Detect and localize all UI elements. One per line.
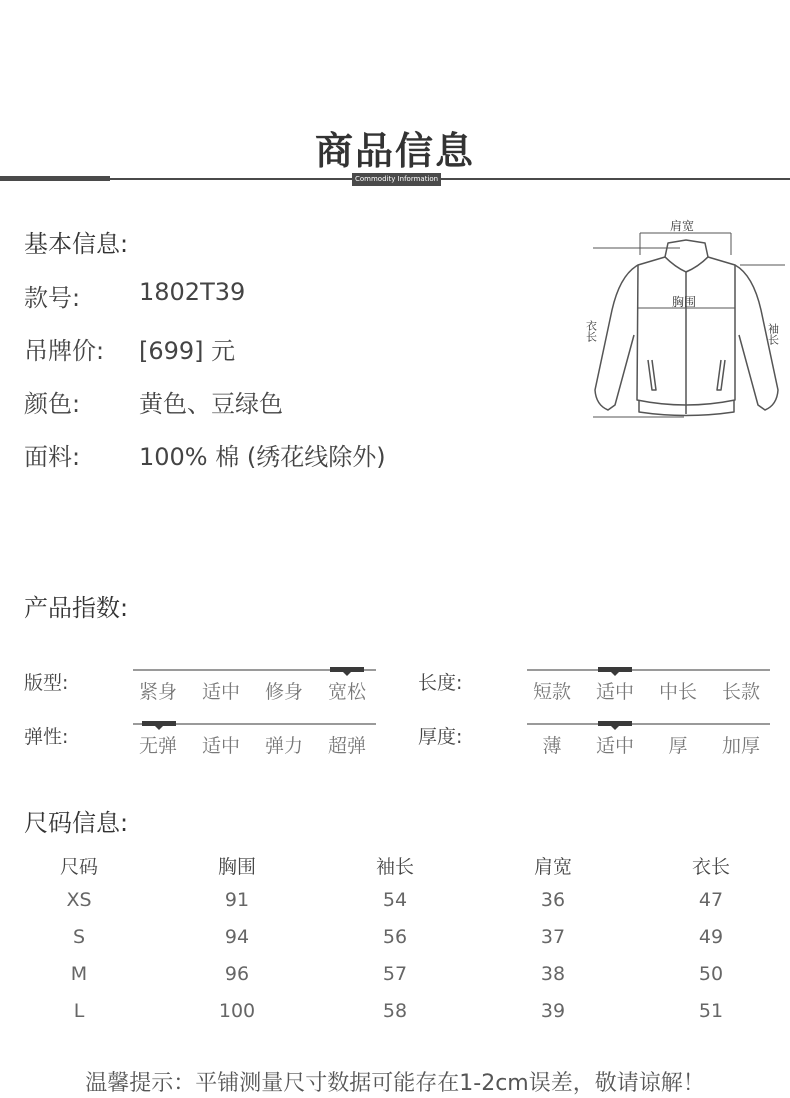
length-marker [598, 667, 632, 672]
table-cell: 38 [540, 963, 566, 985]
fit-option-slim: 修身 [264, 681, 303, 703]
thickness-marker [598, 721, 632, 726]
table-cell: M [70, 963, 88, 985]
product-index-heading: 产品指数: [24, 594, 129, 622]
elasticity-marker [142, 721, 176, 726]
fit-marker [330, 667, 364, 672]
sleeve-length-label: 袖长 [766, 323, 780, 345]
thickness-option-regular: 适中 [595, 735, 634, 757]
style-number-value: 1802T39 [139, 278, 246, 306]
fabric-label: 面料: [24, 443, 81, 471]
chest-label: 胸围 [672, 295, 697, 309]
table-cell: 37 [540, 926, 566, 948]
thickness-scale-line [527, 723, 770, 725]
table-cell: S [72, 926, 86, 948]
table-cell: L [73, 1000, 85, 1022]
table-cell: 57 [382, 963, 408, 985]
basic-info-heading: 基本信息: [24, 230, 129, 258]
color-label: 颜色: [24, 390, 81, 418]
elasticity-label: 弹性: [24, 726, 69, 748]
thickness-label: 厚度: [418, 726, 463, 748]
table-cell: 100 [218, 1000, 256, 1022]
fit-option-loose: 宽松 [327, 681, 366, 703]
style-number-label: 款号: [24, 284, 81, 312]
size-table-header-shoulder: 肩宽 [533, 856, 572, 878]
tag-price-label: 吊牌价: [24, 337, 105, 365]
elasticity-option-super: 超弹 [327, 735, 366, 757]
color-value: 黄色、豆绿色 [139, 390, 283, 418]
length-scale-line [527, 669, 770, 671]
table-cell: 54 [382, 889, 408, 911]
length-index-label: 长度: [418, 672, 463, 694]
size-table-header-size: 尺码 [59, 856, 98, 878]
thickness-option-thin: 薄 [542, 735, 562, 757]
thickness-option-thick: 厚 [668, 735, 688, 757]
size-table-header-length: 衣长 [691, 856, 730, 878]
table-cell: XS [66, 889, 92, 911]
fit-option-tight: 紧身 [138, 681, 177, 703]
header-divider-accent [0, 176, 110, 181]
length-option-regular: 适中 [595, 681, 634, 703]
table-cell: 51 [698, 1000, 724, 1022]
fit-label: 版型: [24, 672, 69, 694]
size-table-header-chest: 胸围 [217, 856, 256, 878]
table-cell: 58 [382, 1000, 408, 1022]
table-cell: 50 [698, 963, 724, 985]
table-cell: 49 [698, 926, 724, 948]
table-cell: 47 [698, 889, 724, 911]
length-option-short: 短款 [532, 681, 571, 703]
page-title: 商品信息 [314, 129, 475, 173]
page-subtitle: Commodity Information [352, 173, 441, 186]
table-cell: 96 [224, 963, 250, 985]
shoulder-width-label: 肩宽 [670, 219, 695, 233]
table-cell: 56 [382, 926, 408, 948]
table-cell: 94 [224, 926, 250, 948]
length-label: 衣长 [584, 320, 598, 342]
tag-price-value: [699] 元 [139, 337, 236, 365]
table-cell: 39 [540, 1000, 566, 1022]
size-table-header-sleeve: 袖长 [375, 856, 414, 878]
thickness-option-extra-thick: 加厚 [721, 735, 760, 757]
measurement-tip: 温馨提示：平铺测量尺寸数据可能存在1-2cm误差，敬请谅解！ [85, 1071, 705, 1096]
length-option-long: 长款 [721, 681, 760, 703]
elasticity-option-regular: 适中 [201, 735, 240, 757]
fabric-value: 100% 棉 (绣花线除外) [139, 443, 386, 471]
table-cell: 91 [224, 889, 250, 911]
length-option-mid: 中长 [658, 681, 697, 703]
size-info-heading: 尺码信息: [24, 809, 129, 837]
table-cell: 36 [540, 889, 566, 911]
jacket-measurement-diagram [584, 215, 785, 429]
elasticity-option-stretch: 弹力 [264, 735, 303, 757]
elasticity-option-none: 无弹 [138, 735, 177, 757]
fit-option-regular: 适中 [201, 681, 240, 703]
